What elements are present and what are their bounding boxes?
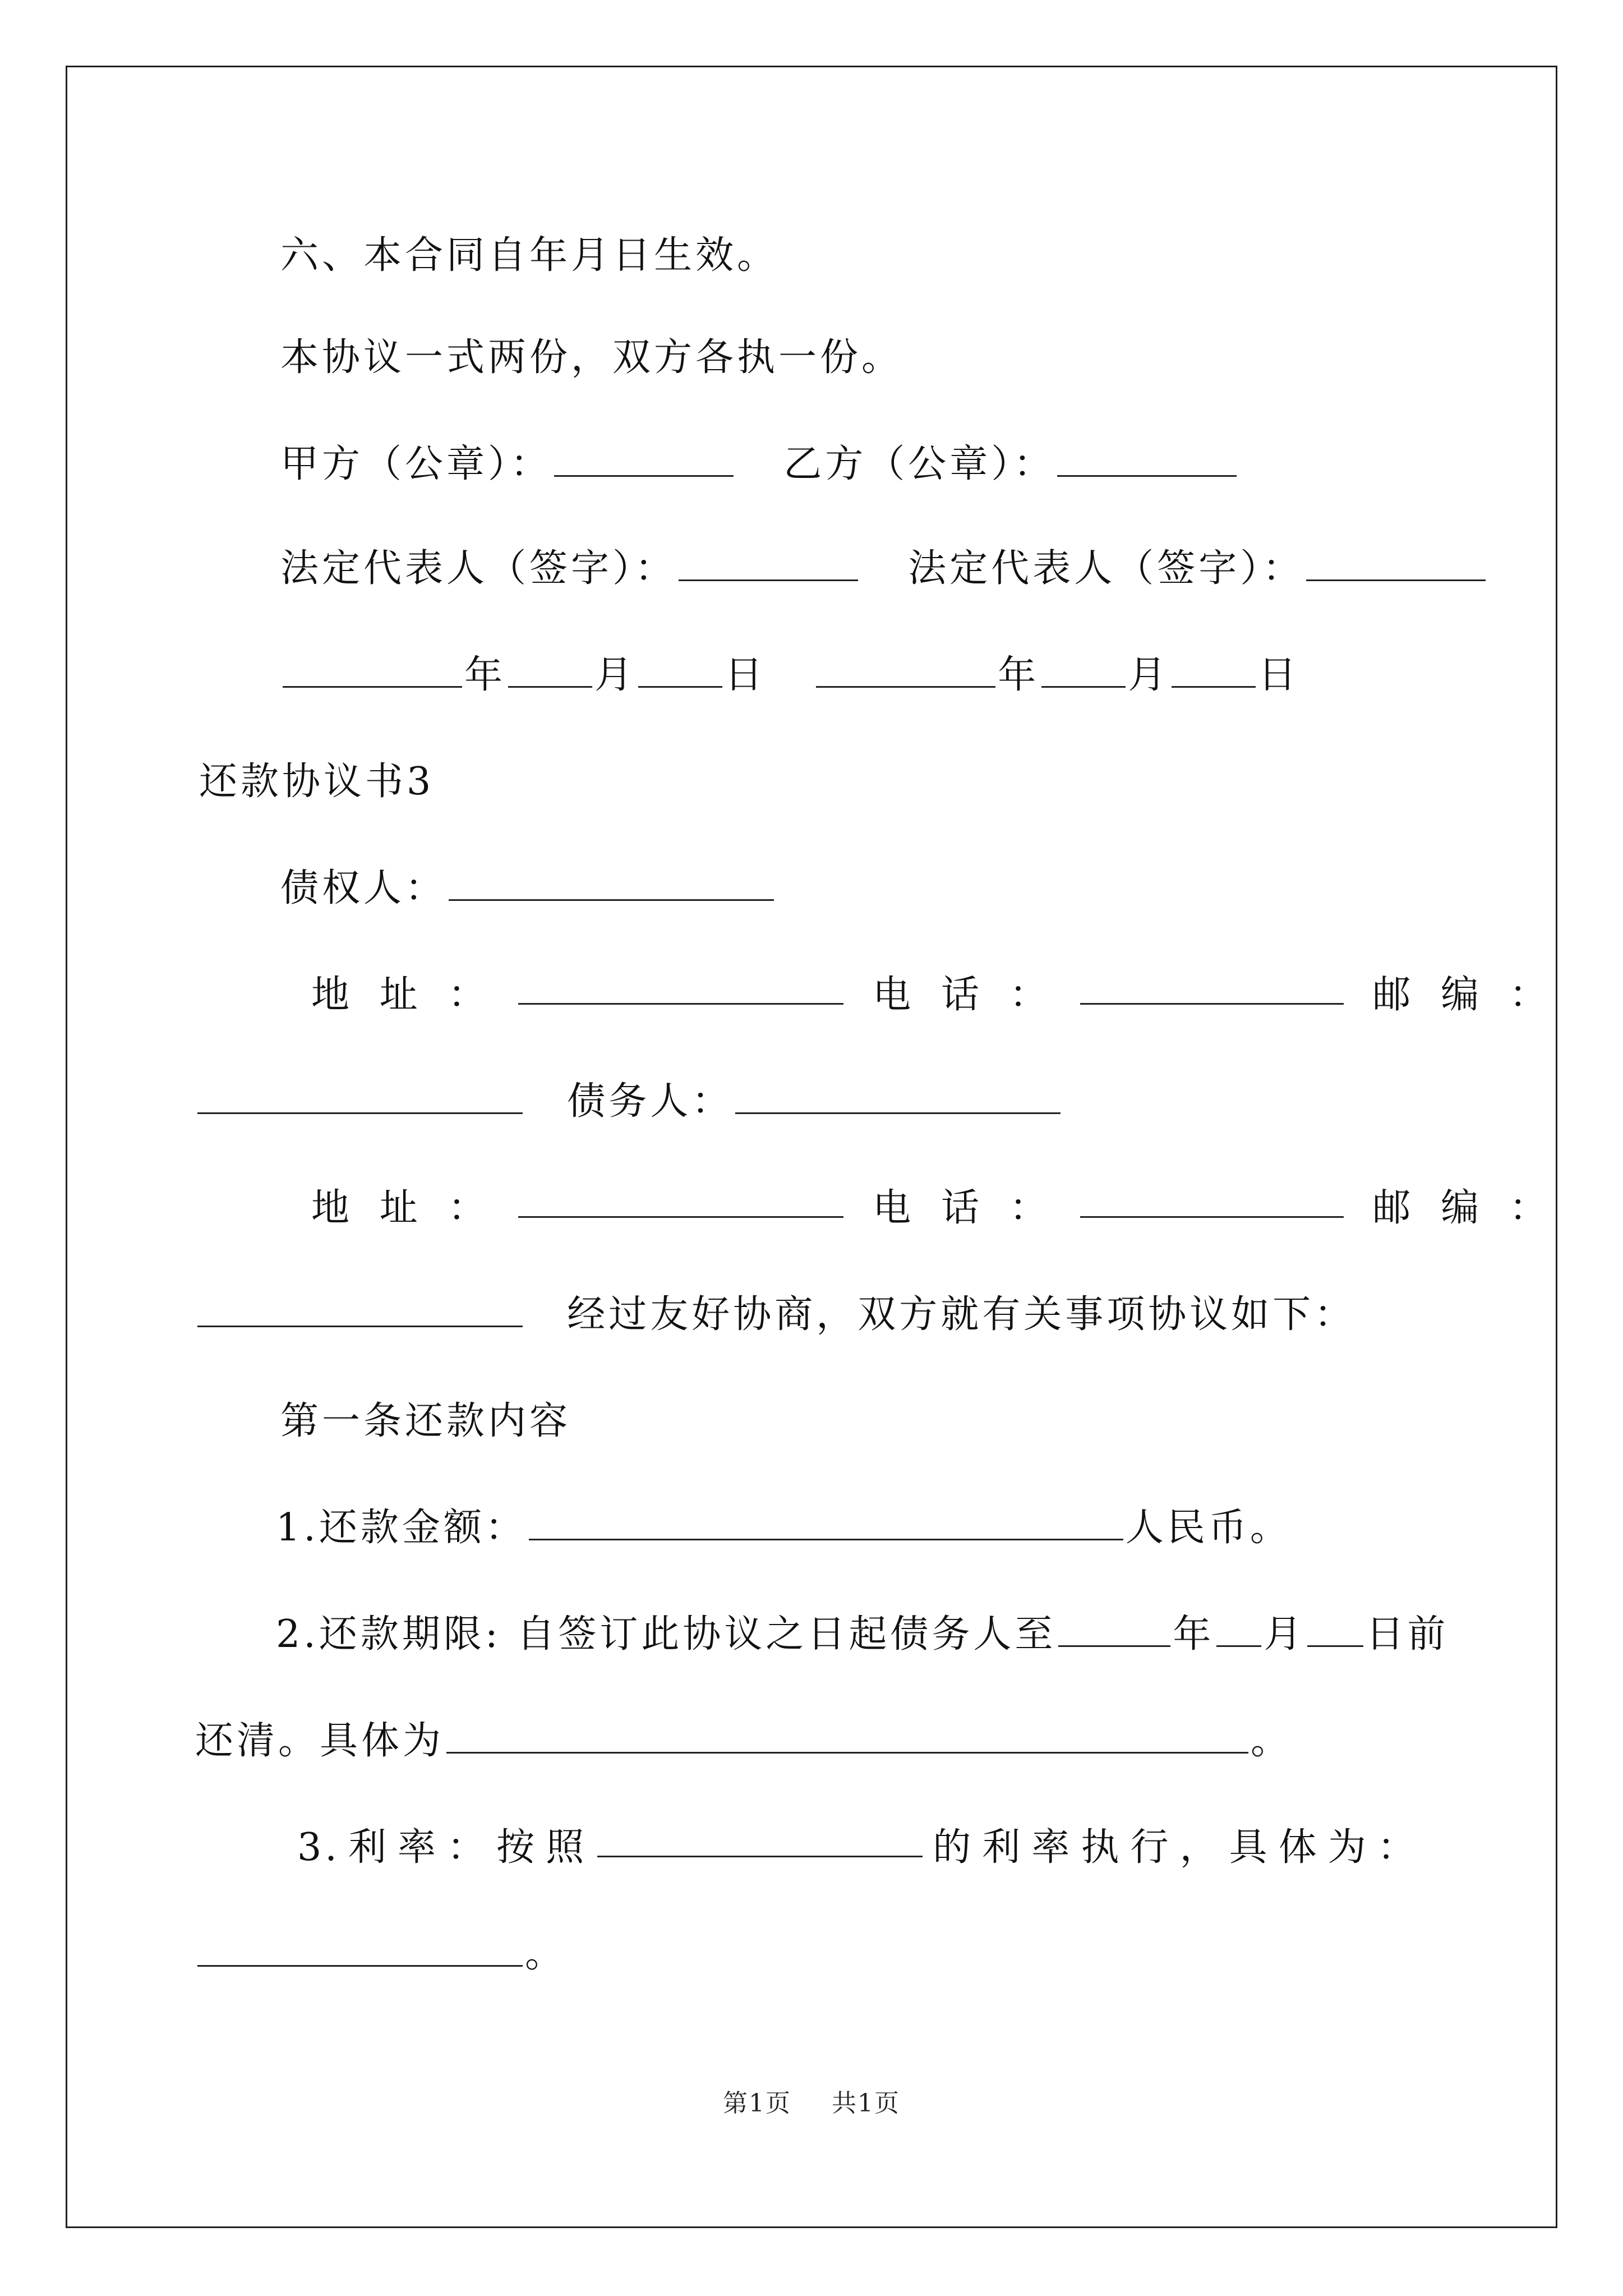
interest-end-period: 。	[525, 1932, 567, 1976]
interest-detail-line	[195, 1927, 566, 1981]
day-label: 日	[725, 653, 767, 697]
repayment-detail-line	[195, 1714, 1292, 1768]
debtor-address-label-1: 地	[311, 1186, 353, 1230]
negotiation-text: 经过友好协商，双方就有关事项协议如下：	[567, 1292, 1356, 1337]
debtor-phone-blank[interactable]	[1080, 1181, 1344, 1218]
creditor-zip-label-1: 邮	[1372, 973, 1414, 1017]
term-month-blank[interactable]	[1216, 1611, 1261, 1647]
party-a-month-blank[interactable]	[508, 651, 592, 688]
interest-tail-5: 行	[1130, 1825, 1172, 1870]
currency-text: 人民币。	[1125, 1506, 1292, 1550]
interest-label-1: 3.	[297, 1825, 340, 1870]
debtor-contact-line	[311, 1181, 1551, 1235]
interest-label-5: 按	[496, 1825, 538, 1870]
interest-detail-blank[interactable]	[197, 1930, 523, 1967]
article-one-text: 第一条还款内容	[280, 1399, 571, 1443]
article-one-heading	[280, 1395, 571, 1448]
interest-tail-4: 执	[1081, 1825, 1123, 1870]
party-b-rep-blank[interactable]	[1306, 545, 1486, 581]
date-line	[280, 648, 1299, 702]
creditor-zip-label-2: 编	[1441, 973, 1483, 1017]
month-label: 月	[594, 653, 637, 697]
year-label: 年	[464, 653, 506, 697]
section-title	[199, 755, 434, 809]
debtor-phone-label-3: ：	[1009, 1186, 1051, 1230]
page-total: 共1页	[832, 2089, 900, 2118]
interest-tail-6: ，	[1179, 1825, 1221, 1870]
creditor-blank[interactable]	[449, 864, 774, 901]
party-b-day-blank[interactable]	[1172, 651, 1256, 688]
creditor-address-label-2: 址	[379, 973, 421, 1017]
debtor-phone-label-1: 电	[873, 1186, 915, 1230]
clause-six	[280, 229, 778, 283]
party-b-month-blank[interactable]	[1041, 651, 1126, 688]
interest-basis-blank[interactable]	[597, 1821, 923, 1857]
party-a-rep-blank[interactable]	[679, 545, 858, 581]
creditor-zip-label-3: ：	[1509, 973, 1551, 1017]
creditor-phone-label-1: 电	[873, 973, 915, 1017]
repayment-amount-line	[276, 1501, 1292, 1555]
term-day-label: 日前	[1366, 1612, 1449, 1657]
party-b-year-blank[interactable]	[816, 651, 995, 688]
seal-line	[280, 438, 1239, 491]
creditor-phone-label-2: 话	[940, 973, 983, 1017]
party-a-seal-label: 甲方（公章）：	[280, 442, 552, 486]
debtor-blank[interactable]	[735, 1078, 1061, 1114]
debtor-zip-label-1: 邮	[1372, 1186, 1414, 1230]
interest-tail-9: 为	[1327, 1825, 1370, 1870]
negotiation-line	[195, 1288, 1355, 1342]
repayment-detail-blank[interactable]	[446, 1717, 1248, 1754]
day-label: 日	[1258, 653, 1300, 697]
repayment-detail-label: 还清。具体为	[195, 1719, 445, 1763]
party-b-seal-label: 乙方（公章）：	[783, 442, 1055, 486]
debtor-address-label-3: ：	[448, 1186, 490, 1230]
clause-six-text: 六、本合同自年月日生效。	[280, 233, 779, 278]
year-label: 年	[998, 653, 1040, 697]
interest-tail-8: 体	[1278, 1825, 1320, 1870]
interest-tail-7: 具	[1229, 1825, 1271, 1870]
debtor-line	[195, 1075, 1063, 1129]
debtor-zip-label-3: ：	[1509, 1186, 1551, 1230]
term-month-label: 月	[1264, 1612, 1306, 1657]
debtor-zip-blank[interactable]	[197, 1291, 523, 1327]
interest-label-2: 利	[348, 1825, 390, 1870]
page-footer	[0, 2087, 1623, 2120]
party-a-day-blank[interactable]	[638, 651, 722, 688]
repayment-term-label: 2.还款期限: 自签订此协议之日起债务人至	[276, 1612, 1057, 1657]
copies-text: 本协议一式两份，双方各执一份。	[280, 335, 903, 380]
interest-tail-3: 率	[1031, 1825, 1073, 1870]
interest-tail-10: ：	[1377, 1825, 1419, 1870]
creditor-contact-line	[311, 968, 1551, 1022]
party-b-seal-blank[interactable]	[1057, 440, 1237, 477]
debtor-zip-label-2: 编	[1441, 1186, 1483, 1230]
repayment-amount-label: 1.还款金额：	[276, 1506, 527, 1550]
repayment-amount-blank[interactable]	[529, 1504, 1123, 1540]
month-label: 月	[1128, 653, 1170, 697]
page-border	[66, 66, 1557, 2228]
debtor-address-blank[interactable]	[518, 1181, 843, 1218]
detail-period: 。	[1251, 1719, 1293, 1763]
legal-rep-line	[280, 542, 1488, 596]
creditor-phone-label-3: ：	[1009, 973, 1051, 1017]
creditor-zip-blank[interactable]	[197, 1078, 523, 1114]
interest-rate-line	[297, 1821, 1419, 1875]
repayment-term-line	[276, 1608, 1449, 1662]
debtor-phone-label-2: 话	[940, 1186, 983, 1230]
term-day-blank[interactable]	[1307, 1611, 1363, 1647]
creditor-address-blank[interactable]	[518, 968, 843, 1005]
interest-label-4: ：	[447, 1825, 489, 1870]
interest-tail-1: 的	[933, 1825, 975, 1870]
debtor-address-label-2: 址	[379, 1186, 421, 1230]
creditor-address-label-1: 地	[311, 973, 353, 1017]
interest-label-6: 照	[546, 1825, 588, 1870]
creditor-phone-blank[interactable]	[1080, 968, 1344, 1005]
term-year-blank[interactable]	[1058, 1611, 1170, 1647]
interest-tail-2: 利	[982, 1825, 1024, 1870]
party-a-seal-blank[interactable]	[554, 440, 734, 477]
creditor-line	[280, 862, 776, 915]
section-title-text: 还款协议书3	[199, 760, 435, 804]
debtor-label: 债务人：	[567, 1079, 734, 1124]
party-a-year-blank[interactable]	[283, 651, 462, 688]
party-a-rep-label: 法定代表人（签字）：	[280, 546, 677, 591]
creditor-address-label-3: ：	[448, 973, 490, 1017]
creditor-label: 债权人：	[280, 866, 447, 910]
copies-clause	[280, 331, 903, 385]
page-number: 第1页	[723, 2089, 791, 2118]
party-b-rep-label: 法定代表人（签字）：	[908, 546, 1304, 591]
interest-label-3: 率	[398, 1825, 440, 1870]
term-year-label: 年	[1173, 1612, 1215, 1657]
